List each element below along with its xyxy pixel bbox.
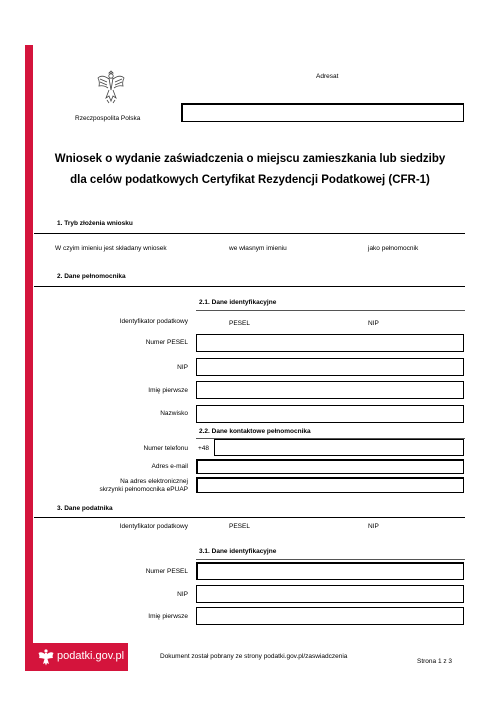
proxy-epuap-label-line-2: skrzynki pełnomocnika ePUAP bbox=[99, 486, 188, 493]
section-2-rule bbox=[34, 286, 465, 287]
subsection-3-1-heading: 3.1. Dane identyfikacyjne bbox=[199, 548, 277, 555]
proxy-epuap-label-line-1: Na adres elektronicznej bbox=[120, 478, 188, 485]
section-3-heading: 3. Dane podatnika bbox=[57, 505, 113, 512]
proxy-identifier-nip[interactable]: NIP bbox=[368, 320, 379, 327]
taxpayer-identifier-pesel[interactable]: PESEL bbox=[229, 523, 250, 530]
option-own-behalf[interactable]: we własnym imieniu bbox=[229, 245, 287, 252]
proxy-identifier-label: Identyfikator podatkowy bbox=[119, 318, 188, 325]
section-2-heading: 2. Dane pełnomocnika bbox=[57, 273, 126, 280]
subsection-3-1-rule bbox=[196, 559, 465, 560]
page-title-line-1: Wniosek o wydanie zaświadczenia o miejscu zamieszkania lub siedziby bbox=[54, 153, 446, 165]
taxpayer-first-name-field[interactable] bbox=[196, 607, 464, 625]
logo-text: podatki.gov.pl bbox=[57, 650, 125, 662]
proxy-first-name-field[interactable] bbox=[196, 381, 464, 399]
proxy-email-label: Adres e-mail bbox=[151, 463, 188, 470]
proxy-surname-label: Nazwisko bbox=[160, 410, 188, 417]
section-1-heading: 1. Tryb złożenia wniosku bbox=[57, 220, 133, 227]
page-number: Strona 1 z 3 bbox=[417, 658, 453, 665]
subsection-2-1-heading: 2.1. Dane identyfikacyjne bbox=[199, 299, 277, 306]
section-3-rule bbox=[34, 517, 465, 518]
proxy-epuap-field[interactable] bbox=[196, 477, 464, 493]
taxpayer-identifier-nip[interactable]: NIP bbox=[368, 523, 379, 530]
request-mode-question: W czyim imieniu jest składany wniosek bbox=[55, 245, 167, 252]
option-as-proxy[interactable]: jako pełnomocnik bbox=[368, 245, 419, 252]
proxy-surname-field[interactable] bbox=[196, 405, 464, 423]
section-1-rule bbox=[34, 233, 465, 234]
subsection-2-1-rule bbox=[196, 310, 465, 311]
proxy-phone-field[interactable] bbox=[214, 439, 464, 456]
taxpayer-nip-field[interactable] bbox=[196, 585, 464, 603]
eagle-logo-icon bbox=[38, 648, 54, 666]
country-name: Rzeczpospolita Polska bbox=[75, 115, 141, 122]
proxy-phone-label: Numer telefonu bbox=[143, 445, 188, 452]
proxy-identifier-pesel[interactable]: PESEL bbox=[229, 320, 250, 327]
taxpayer-identifier-label: Identyfikator podatkowy bbox=[119, 523, 188, 530]
adresat-field[interactable] bbox=[181, 103, 464, 122]
proxy-nip-field[interactable] bbox=[196, 358, 464, 376]
page-title-line-2: dla celów podatkowych Certyfikat Rezydencji Podatkowej (CFR-1) bbox=[70, 174, 430, 186]
phone-prefix: +48 bbox=[198, 445, 210, 452]
footer-note: Dokument został pobrany ze strony podatki.gov.pl/zaswiadczenia bbox=[160, 653, 348, 660]
proxy-nip-label: NIP bbox=[177, 364, 188, 371]
taxpayer-nip-label: NIP bbox=[177, 591, 188, 598]
adresat-label: Adresat bbox=[316, 73, 339, 80]
taxpayer-pesel-label: Numer PESEL bbox=[145, 568, 188, 575]
proxy-pesel-label: Numer PESEL bbox=[145, 339, 188, 346]
proxy-first-name-label: Imię pierwsze bbox=[148, 387, 188, 394]
taxpayer-first-name-label: Imię pierwsze bbox=[148, 613, 188, 620]
taxpayer-pesel-field[interactable] bbox=[196, 562, 464, 580]
eagle-emblem-icon bbox=[96, 68, 126, 104]
proxy-pesel-field[interactable] bbox=[196, 334, 464, 352]
brand-side-bar bbox=[25, 45, 33, 671]
proxy-email-field[interactable] bbox=[196, 459, 464, 474]
podatki-logo bbox=[33, 643, 128, 671]
subsection-2-2-heading: 2.2. Dane kontaktowe pełnomocnika bbox=[199, 428, 311, 435]
